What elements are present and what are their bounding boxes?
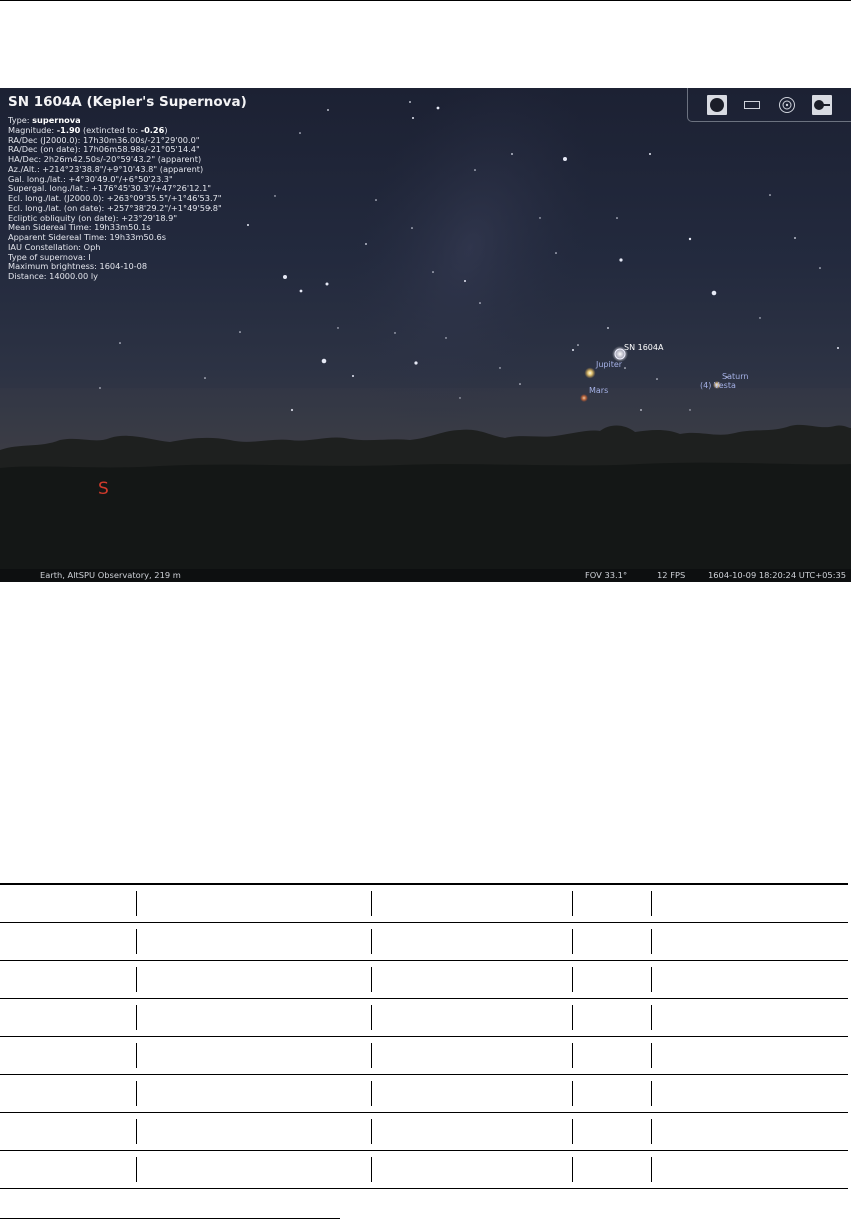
info-supergal: Supergal. long./lat.: +176°45'30.3"/+47°26'12.1" xyxy=(8,183,212,194)
table-row xyxy=(0,923,848,961)
info-constellation: IAU Constellation: Oph xyxy=(8,241,101,252)
mars-label[interactable]: Mars xyxy=(589,386,609,395)
info-magnitude: Magnitude: -1.90 (extincted to: -0.26) xyxy=(8,124,168,135)
info-ecl-j2000: Ecl. long./lat. (J2000.0): +263°09'35.5"/+1°46'53.7" xyxy=(8,193,222,203)
object-title: SN 1604A (Kepler's Supernova) xyxy=(8,94,247,110)
cardinal-south-label: S xyxy=(98,479,109,499)
jupiter-marker xyxy=(585,368,596,379)
saturn-label[interactable]: Saturn xyxy=(722,372,749,381)
top-right-toolbar xyxy=(687,88,851,122)
table-row xyxy=(0,1113,848,1151)
info-ecl-ondate: Ecl. long./lat. (on date): +257°38'29.2"/+1°49'59.8" xyxy=(8,202,222,213)
status-bar xyxy=(0,569,851,582)
table-row xyxy=(0,1037,848,1075)
full-disk-icon[interactable] xyxy=(707,95,727,115)
info-radec-ondate: RA/Dec (on date): 17h06m58.98s/-21°05'14.4" xyxy=(8,144,200,155)
fps-text: 12 FPS xyxy=(657,570,686,580)
info-max-brightness: Maximum brightness: 1604-10-08 xyxy=(8,261,148,272)
table-row xyxy=(0,884,848,923)
location-text[interactable]: Earth, AltSPU Observatory, 219 m xyxy=(40,570,181,580)
info-apparent-sidereal: Apparent Sidereal Time: 19h33m50.6s xyxy=(8,232,166,242)
vesta-label[interactable]: (4) Vesta xyxy=(700,381,736,390)
frame-icon[interactable] xyxy=(742,95,762,115)
page-top-rule xyxy=(0,0,851,1)
empty-table xyxy=(0,883,848,1189)
info-sn-type: Type of supernova: I xyxy=(8,251,91,262)
target-icon[interactable] xyxy=(777,95,797,115)
info-radec-j2000: RA/Dec (J2000.0): 17h30m36.00s/-21°29'00.0" xyxy=(8,134,200,145)
table-row xyxy=(0,1075,848,1113)
table-row xyxy=(0,999,848,1037)
info-distance: Distance: 14000.00 ly xyxy=(8,271,98,281)
info-obliquity: Ecliptic obliquity (on date): +23°29'18.9" xyxy=(8,212,178,223)
datetime-text[interactable]: 1604-10-09 18:20:24 UTC+05:35 xyxy=(708,570,847,580)
fov-text: FOV 33.1° xyxy=(585,570,628,580)
info-type: Type: supernova xyxy=(8,115,81,125)
info-mean-sidereal: Mean Sidereal Time: 19h33m50.1s xyxy=(8,222,151,233)
info-hadec: HA/Dec: 2h26m42.50s/-20°59'43.2" (apparent) xyxy=(8,154,202,164)
footnote-rule xyxy=(0,1218,340,1219)
table-row xyxy=(0,961,848,999)
table-row xyxy=(0,1151,848,1189)
stellarium-screenshot xyxy=(0,88,851,582)
supernova-label[interactable]: SN 1604A xyxy=(624,343,664,352)
object-info-panel xyxy=(8,94,247,282)
jupiter-label[interactable]: Jupiter xyxy=(596,360,623,369)
info-gal: Gal. long./lat.: +4°30'49.0"/+6°50'23.3" xyxy=(8,173,173,184)
mount-icon[interactable] xyxy=(812,95,832,115)
info-azalt: Az./Alt.: +214°23'38.8"/+9°10'43.8" (apparent) xyxy=(8,163,204,174)
